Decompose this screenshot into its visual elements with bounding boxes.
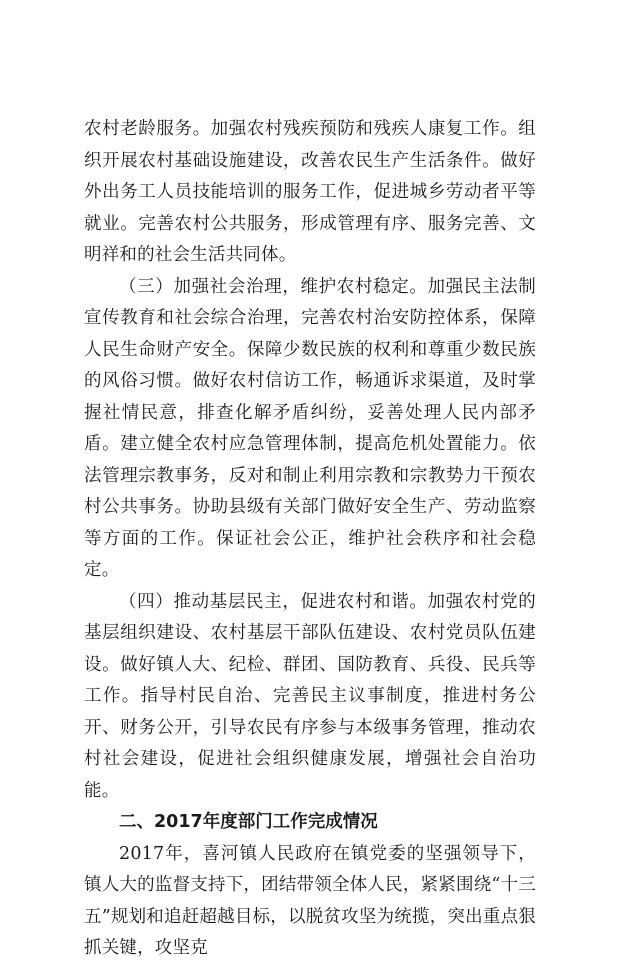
paragraph-social-governance: （三）加强社会治理，维护农村稳定。加强民主法制宣传教育和社会综合治理，完善农村治安防控体系，保障人民生命财产安全。保障少数民族的权利和尊重少数民族的风俗习惯。做好农村信访工作，畅通诉求渠道，及时掌握社情民意，排查化解矛盾纠纷，妥善处理人民内部矛盾。建立健全农村应急管理体制，提高危机处置能力。依法管理宗教事务，反对和制止利用宗教和宗教势力干预农村公共事务。协助县级有关部门做好安全生产、劳动监察等方面的工作。保证社会公正，维护社会秩序和社会稳定。 [84, 276, 536, 580]
section-heading: 二、2017年度部门工作完成情况 [119, 812, 378, 832]
paragraph-rural-services: 农村老龄服务。加强农村残疾预防和残疾人康复工作。组织开展农村基础设施建设，改善农民生产生活条件。做好外出务工人员技能培训的服务工作，促进城乡劳动者平等就业。完善农村公共服务，形成管理有序、服务完善、文明祥和的社会生活共同体。 [84, 119, 536, 265]
paragraph-grassroots-democracy: （四）推动基层民主，促进农村和谐。加强农村党的基层组织建设、农村基层干部队伍建设、农村党员队伍建设。做好镇人大、纪检、群团、国防教育、兵役、民兵等工作。指导村民自治、完善民主议事制度，推进村务公开、财务公开，引导农民有序参与本级事务管理，推动农村社会建设，促进社会组织健康发展，增强社会自治功能。 [84, 591, 536, 801]
paragraph-2017-summary: 2017年，喜河镇人民政府在镇党委的坚强领导下，镇人大的监督支持下，团结带领全体人民，紧紧围绕“十三五”规划和追赶超越目标，以脱贫攻坚为统揽，突出重点狠抓关键，攻坚克 [84, 843, 536, 958]
